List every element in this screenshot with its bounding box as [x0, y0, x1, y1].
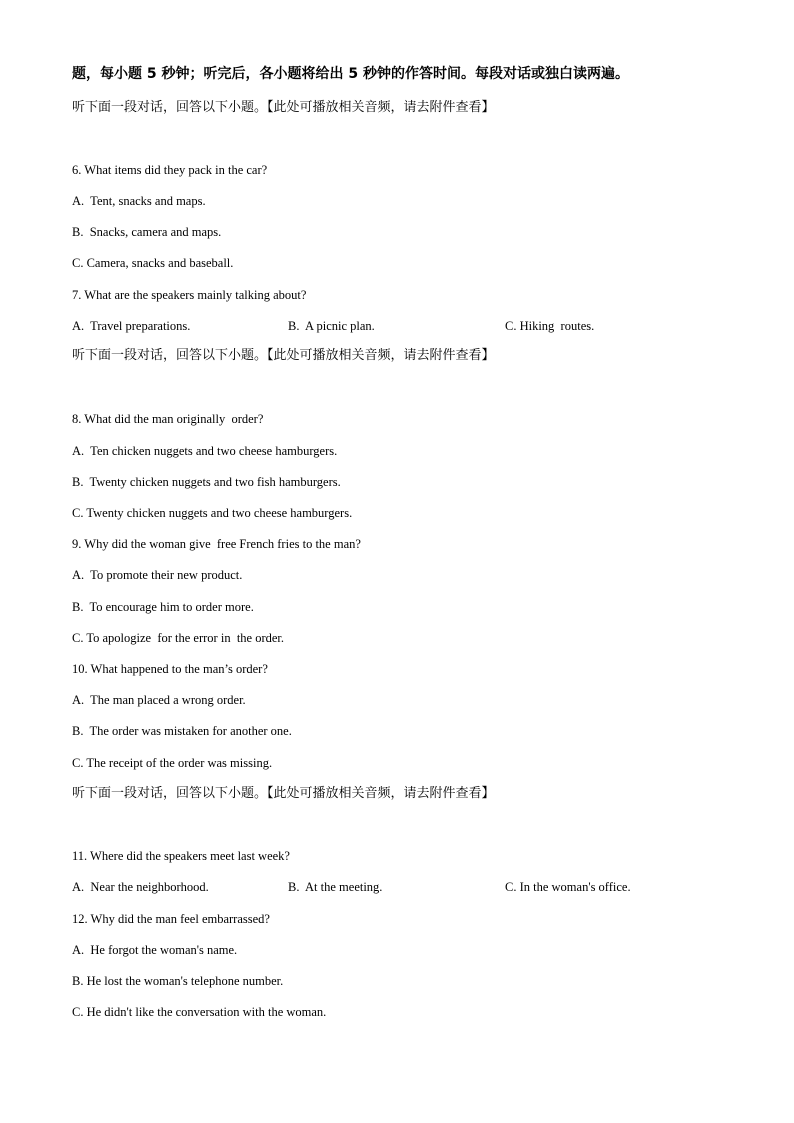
question-8-option-b: B. Twenty chicken nuggets and two fish hamburgers.	[72, 475, 341, 489]
question-9-option-b: B. To encourage him to order more.	[72, 600, 254, 614]
question-10-stem: 10. What happened to the man’s order?	[72, 662, 268, 676]
question-8-option-c: C. Twenty chicken nuggets and two cheese hamburgers.	[72, 506, 353, 520]
question-9-option-a: A. To promote their new product.	[72, 568, 243, 582]
question-12-stem: 12. Why did the man feel embarrassed?	[72, 912, 270, 926]
question-10-option-c: C. The receipt of the order was missing.	[72, 756, 273, 770]
question-7-option-b: B. A picnic plan.	[288, 319, 375, 333]
question-11-option-a: A. Near the neighborhood.	[72, 880, 209, 894]
listen-note: 听下面一段对话，回答以下小题。【此处可播放相关音频，请去附件查看】	[72, 786, 495, 801]
question-12-option-c: C. He didn't like the conversation with the woman.	[72, 1005, 327, 1019]
question-7-stem: 7. What are the speakers mainly talking about?	[72, 288, 307, 302]
question-11-option-b: B. At the meeting.	[288, 880, 383, 894]
question-8-option-a: A. Ten chicken nuggets and two cheese hamburgers.	[72, 444, 338, 458]
listen-note: 听下面一段对话，回答以下小题。【此处可播放相关音频，请去附件查看】	[72, 348, 495, 363]
listen-note: 听下面一段对话，回答以下小题。【此处可播放相关音频，请去附件查看】	[72, 100, 495, 115]
question-7-option-c: C. Hiking routes.	[505, 319, 595, 333]
question-6-stem: 6. What items did they pack in the car?	[72, 163, 268, 177]
question-11-stem: 11. Where did the speakers meet last week?	[72, 849, 290, 863]
question-6-option-b: B. Snacks, camera and maps.	[72, 225, 222, 239]
question-12-option-a: A. He forgot the woman's name.	[72, 943, 238, 957]
question-9-stem: 9. Why did the woman give free French fries to the man?	[72, 537, 361, 551]
question-6-option-a: A. Tent, snacks and maps.	[72, 194, 206, 208]
question-10-option-b: B. The order was mistaken for another one.	[72, 724, 292, 738]
question-7-option-a: A. Travel preparations.	[72, 319, 191, 333]
question-9-option-c: C. To apologize for the error in the order.	[72, 631, 285, 645]
section-instruction: 题，每小题 5 秒钟；听完后，各小题将给出 5 秒钟的作答时间。每段对话或独白读两遍。	[72, 66, 629, 82]
question-12-option-b: B. He lost the woman's telephone number.	[72, 974, 284, 988]
question-10-option-a: A. The man placed a wrong order.	[72, 693, 246, 707]
question-6-option-c: C. Camera, snacks and baseball.	[72, 256, 234, 270]
question-11-option-c: C. In the woman's office.	[505, 880, 631, 894]
question-8-stem: 8. What did the man originally order?	[72, 412, 264, 426]
